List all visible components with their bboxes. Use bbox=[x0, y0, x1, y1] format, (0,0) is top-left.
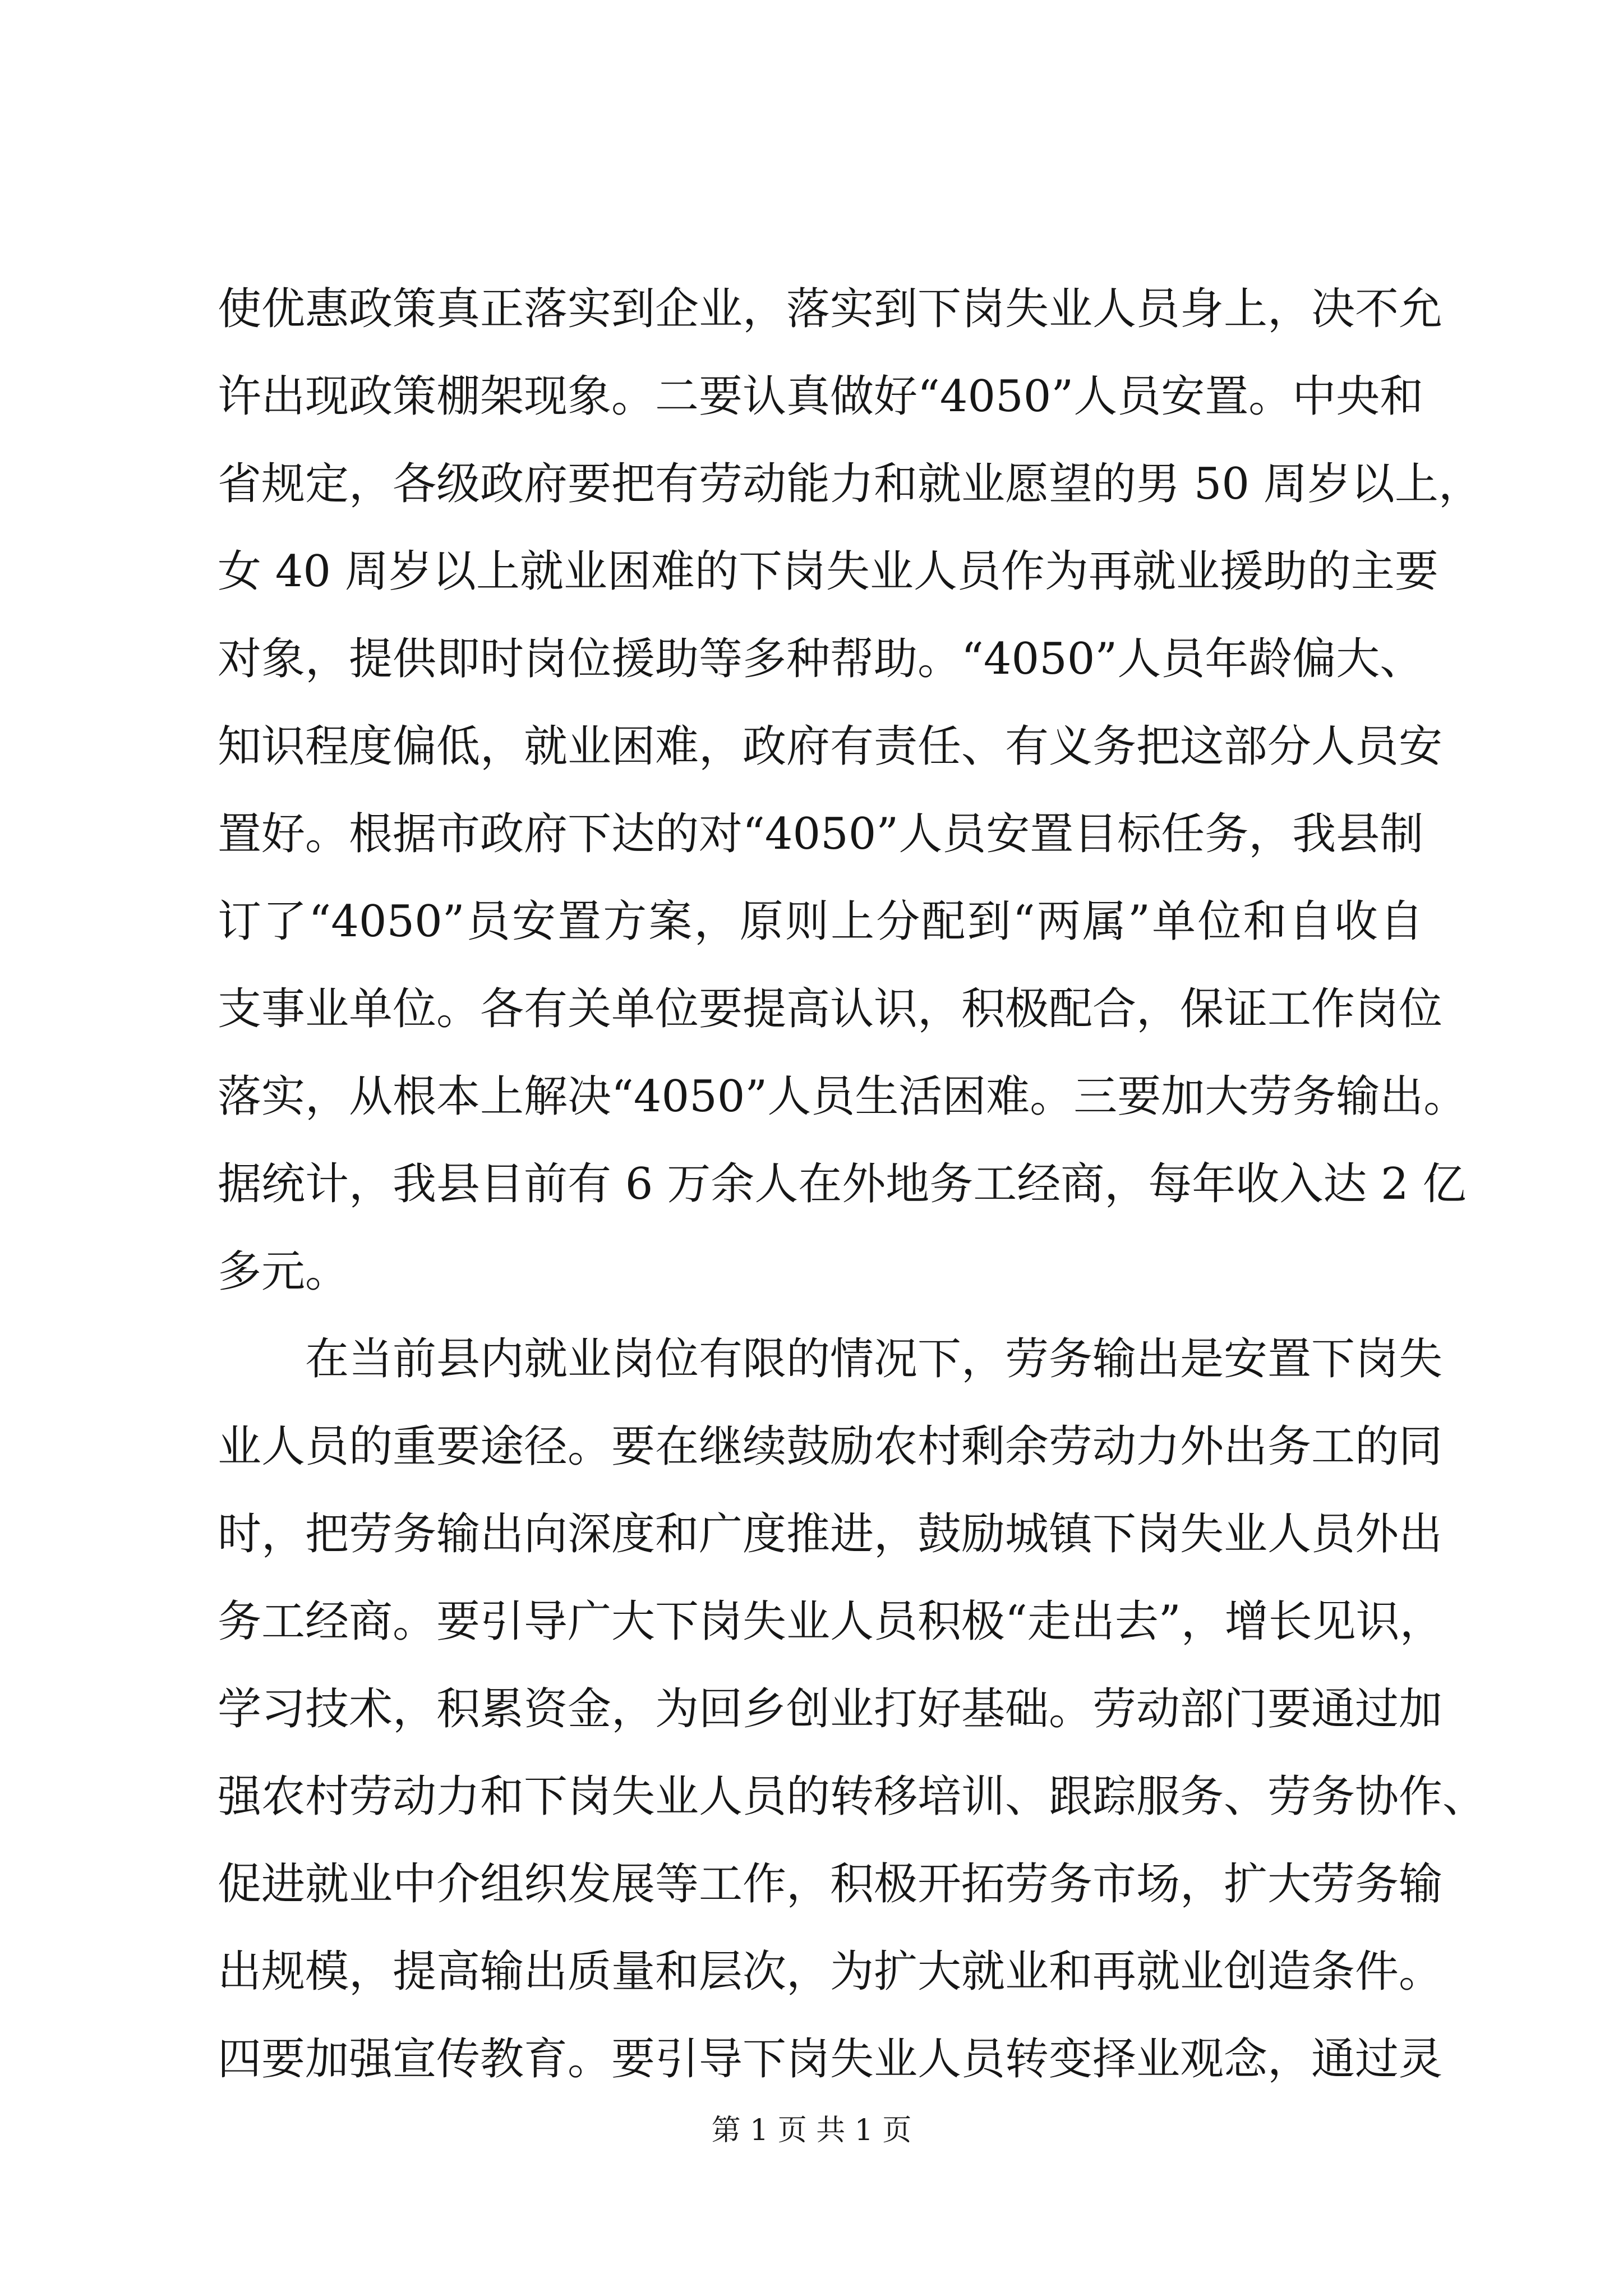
text-line: 时，把劳务输出向深度和广度推进，鼓励城镇下岗失业人员外出 bbox=[218, 1509, 1443, 1559]
text-line: 强农村劳动力和下岗失业人员的转移培训、跟踪服务、劳务协作、 bbox=[218, 1772, 1487, 1822]
text-line: 订了“4050”员安置方案，原则上分配到“两属”单位和自收自 bbox=[218, 896, 1423, 947]
text-line: 学习技术，积累资金，为回乡创业打好基础。劳动部门要通过加 bbox=[218, 1684, 1443, 1734]
text-line: 对象，提供即时岗位援助等多种帮助。“4050”人员年龄偏大、 bbox=[218, 634, 1424, 684]
text-line: 促进就业中介组织发展等工作，积极开拓劳务市场，扩大劳务输 bbox=[218, 1859, 1443, 1910]
page-number-footer: 第 1 页 共 1 页 bbox=[711, 2114, 912, 2147]
text-line: 在当前县内就业岗位有限的情况下，劳务输出是安置下岗失 bbox=[305, 1334, 1443, 1384]
text-line: 出规模，提高输出质量和层次，为扩大就业和再就业创造条件。 bbox=[218, 1947, 1443, 1997]
text-line: 许出现政策棚架现象。二要认真做好“4050”人员安置。中央和 bbox=[218, 371, 1424, 422]
document-body bbox=[218, 265, 1487, 2103]
text-line: 支事业单位。各有关单位要提高认识，积极配合，保证工作岗位 bbox=[218, 984, 1443, 1034]
text-line: 务工经商。要引导广大下岗失业人员积极“走出去”，增长见识， bbox=[218, 1596, 1444, 1647]
text-line: 置好。根据市政府下达的对“4050”人员安置目标任务，我县制 bbox=[218, 809, 1424, 859]
text-line: 四要加强宣传教育。要引导下岗失业人员转变择业观念，通过灵 bbox=[218, 2034, 1443, 2085]
text-line: 省规定，各级政府要把有劳动能力和就业愿望的男 50 周岁以上， bbox=[218, 459, 1482, 509]
text-line: 落实，从根本上解决“4050”人员生活困难。三要加大劳务输出。 bbox=[218, 1071, 1468, 1122]
text-line: 据统计，我县目前有 6 万余人在外地务工经商，每年收入达 2 亿 bbox=[218, 1159, 1467, 1209]
text-line: 业人员的重要途径。要在继续鼓励农村剩余劳动力外出务工的同 bbox=[218, 1421, 1443, 1472]
text-line: 多元。 bbox=[218, 1246, 349, 1297]
text-line: 知识程度偏低，就业困难，政府有责任、有义务把这部分人员安 bbox=[218, 721, 1443, 772]
text-line: 使优惠政策真正落实到企业，落实到下岗失业人员身上，决不允 bbox=[218, 284, 1443, 334]
text-line: 女 40 周岁以上就业困难的下岗失业人员作为再就业援助的主要 bbox=[218, 546, 1438, 597]
